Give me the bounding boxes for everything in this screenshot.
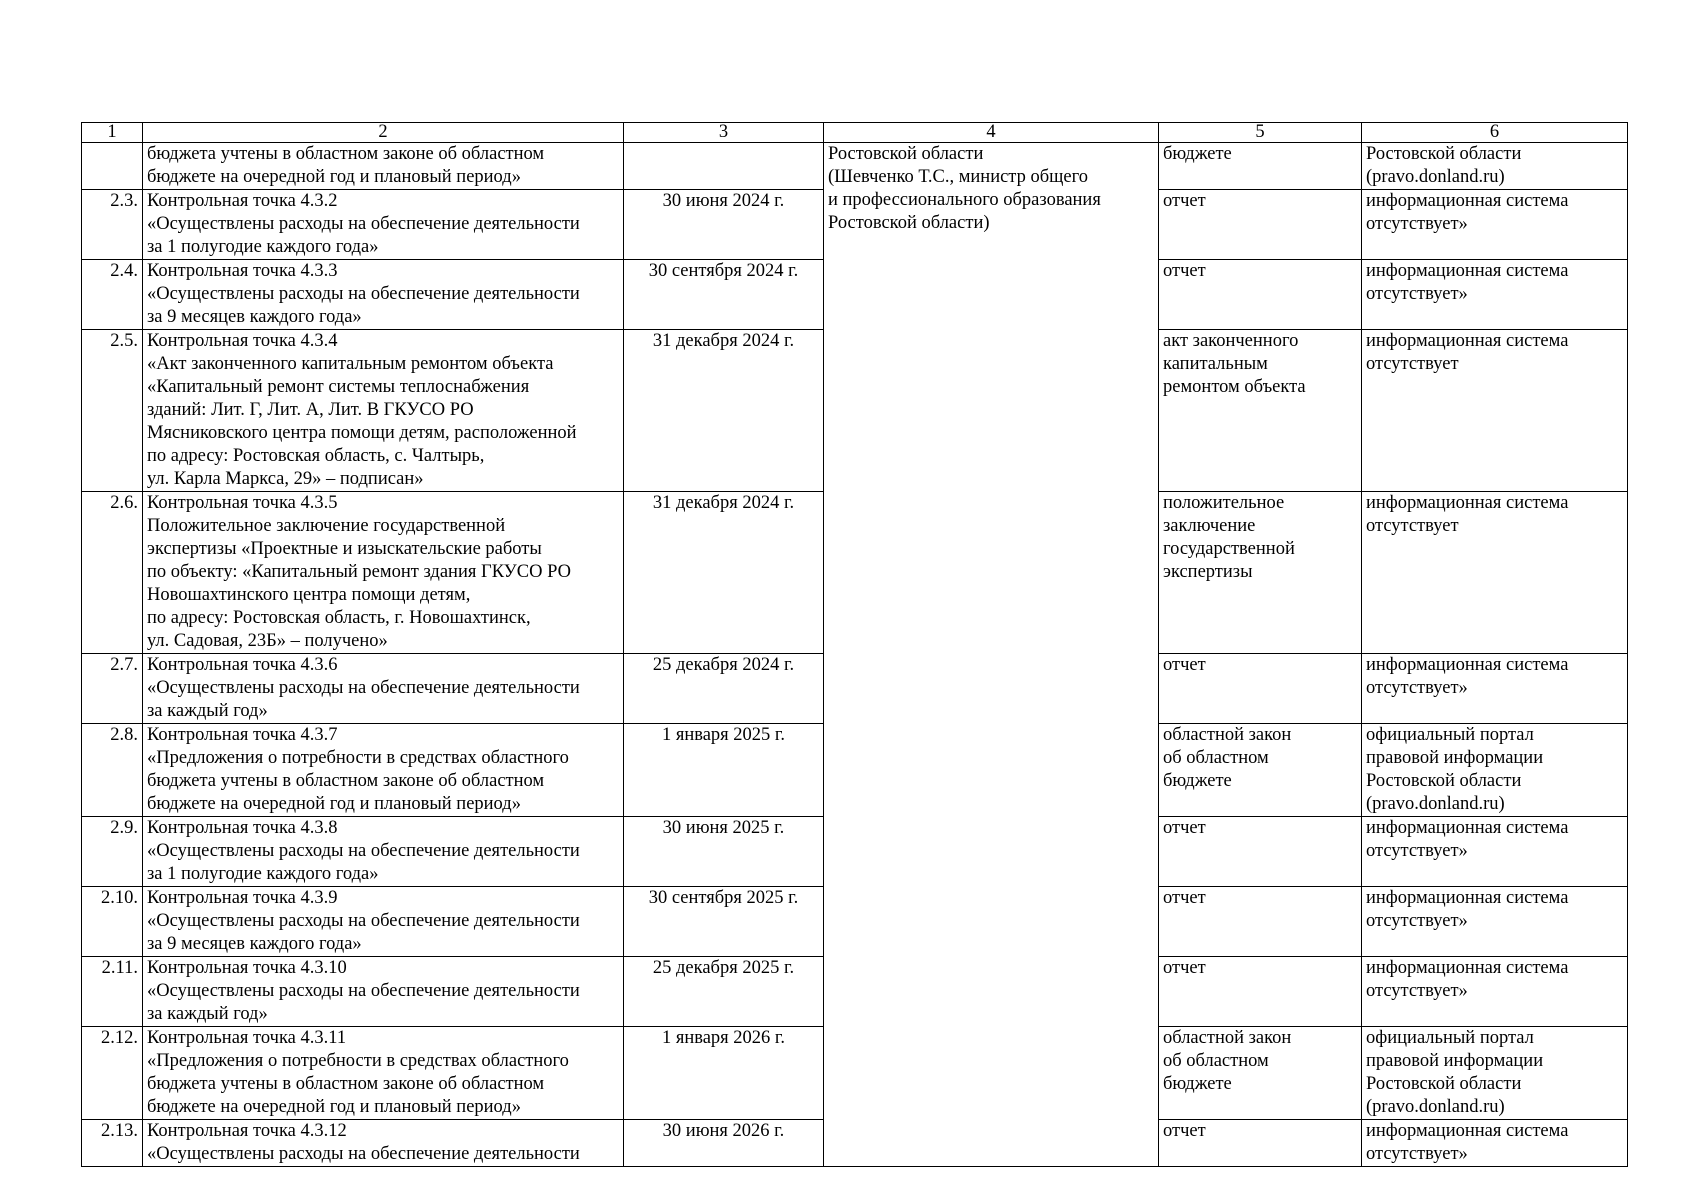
row-number: 2.7. (82, 654, 143, 724)
information-system: информационная система отсутствует» (1362, 654, 1628, 724)
deadline-date: 30 сентября 2024 г. (624, 260, 824, 330)
row-number: 2.13. (82, 1120, 143, 1167)
control-point-description: Контрольная точка 4.3.6 «Осуществлены расходы на обеспечение деятельности за каждый год» (143, 654, 624, 724)
information-system: информационная система отсутствует» (1362, 817, 1628, 887)
control-points-table (81, 122, 1628, 1167)
row-number: 2.10. (82, 887, 143, 957)
confirming-document: бюджете (1159, 143, 1362, 190)
control-point-description: Контрольная точка 4.3.9 «Осуществлены расходы на обеспечение деятельности за 9 месяцев каждого года» (143, 887, 624, 957)
information-system: информационная система отсутствует» (1362, 1120, 1628, 1167)
deadline-date: 1 января 2025 г. (624, 724, 824, 817)
row-number: 2.11. (82, 957, 143, 1027)
row-number: 2.6. (82, 492, 143, 654)
information-system: информационная система отсутствует (1362, 330, 1628, 492)
confirming-document: отчет (1159, 654, 1362, 724)
information-system: Ростовской области (pravo.donland.ru) (1362, 143, 1628, 190)
control-point-description: Контрольная точка 4.3.8 «Осуществлены расходы на обеспечение деятельности за 1 полугодие каждого года» (143, 817, 624, 887)
row-number: 2.3. (82, 190, 143, 260)
information-system: официальный портал правовой информации Ростовской области (pravo.donland.ru) (1362, 1027, 1628, 1120)
information-system: информационная система отсутствует» (1362, 190, 1628, 260)
information-system: официальный портал правовой информации Ростовской области (pravo.donland.ru) (1362, 724, 1628, 817)
deadline-date: 31 декабря 2024 г. (624, 492, 824, 654)
row-number: 2.9. (82, 817, 143, 887)
column-header: 3 (624, 123, 824, 143)
confirming-document: отчет (1159, 887, 1362, 957)
column-header: 2 (143, 123, 624, 143)
information-system: информационная система отсутствует» (1362, 260, 1628, 330)
column-header: 5 (1159, 123, 1362, 143)
deadline-date: 30 июня 2024 г. (624, 190, 824, 260)
deadline-date: 30 июня 2025 г. (624, 817, 824, 887)
row-number (82, 143, 143, 190)
confirming-document: областной закон об областном бюджете (1159, 724, 1362, 817)
control-point-description: Контрольная точка 4.3.10 «Осуществлены расходы на обеспечение деятельности за каждый год» (143, 957, 624, 1027)
control-point-description: Контрольная точка 4.3.5 Положительное заключение государственной экспертизы «Проектные и изыскательские работы по объекту: «Капитальный ремонт здания ГКУСО РО Новошахтинского центра помощи детям, по адресу: Ростовская область, г. Новошахтинск, ул. Садовая, 23Б» – получено» (143, 492, 624, 654)
row-number: 2.5. (82, 330, 143, 492)
row-number: 2.8. (82, 724, 143, 817)
column-header: 4 (824, 123, 1159, 143)
confirming-document: отчет (1159, 957, 1362, 1027)
deadline-date (624, 143, 824, 190)
information-system: информационная система отсутствует (1362, 492, 1628, 654)
control-point-description: Контрольная точка 4.3.12 «Осуществлены расходы на обеспечение деятельности (143, 1120, 624, 1167)
table-header-row (82, 123, 1628, 143)
confirming-document: положительное заключение государственной экспертизы (1159, 492, 1362, 654)
column-header: 1 (82, 123, 143, 143)
responsible-executor: Ростовской области (Шевченко Т.С., министр общего и профессионального образования Ростовской области) (824, 143, 1159, 1167)
deadline-date: 1 января 2026 г. (624, 1027, 824, 1120)
row-number: 2.4. (82, 260, 143, 330)
deadline-date: 30 июня 2026 г. (624, 1120, 824, 1167)
control-point-description: Контрольная точка 4.3.4 «Акт законченного капитальным ремонтом объекта «Капитальный ремонт системы теплоснабжения зданий: Лит. Г, Лит. А, Лит. В ГКУСО РО Мясниковского центра помощи детям, расположенной по адресу: Ростовская область, с. Чалтырь, ул. Карла Маркса, 29» – подписан» (143, 330, 624, 492)
control-point-description: Контрольная точка 4.3.7 «Предложения о потребности в средствах областного бюджета учтены в областном законе об областном бюджете на очередной год и плановый период» (143, 724, 624, 817)
information-system: информационная система отсутствует» (1362, 957, 1628, 1027)
deadline-date: 25 декабря 2024 г. (624, 654, 824, 724)
control-point-description: бюджета учтены в областном законе об областном бюджете на очередной год и плановый период» (143, 143, 624, 190)
confirming-document: отчет (1159, 190, 1362, 260)
control-point-description: Контрольная точка 4.3.11 «Предложения о потребности в средствах областного бюджета учтены в областном законе об областном бюджете на очередной год и плановый период» (143, 1027, 624, 1120)
deadline-date: 30 сентября 2025 г. (624, 887, 824, 957)
confirming-document: отчет (1159, 260, 1362, 330)
deadline-date: 25 декабря 2025 г. (624, 957, 824, 1027)
table-row (82, 143, 1628, 190)
confirming-document: акт законченного капитальным ремонтом объекта (1159, 330, 1362, 492)
row-number: 2.12. (82, 1027, 143, 1120)
confirming-document: областной закон об областном бюджете (1159, 1027, 1362, 1120)
confirming-document: отчет (1159, 1120, 1362, 1167)
deadline-date: 31 декабря 2024 г. (624, 330, 824, 492)
control-point-description: Контрольная точка 4.3.2 «Осуществлены расходы на обеспечение деятельности за 1 полугодие каждого года» (143, 190, 624, 260)
information-system: информационная система отсутствует» (1362, 887, 1628, 957)
control-point-description: Контрольная точка 4.3.3 «Осуществлены расходы на обеспечение деятельности за 9 месяцев каждого года» (143, 260, 624, 330)
column-header: 6 (1362, 123, 1628, 143)
confirming-document: отчет (1159, 817, 1362, 887)
